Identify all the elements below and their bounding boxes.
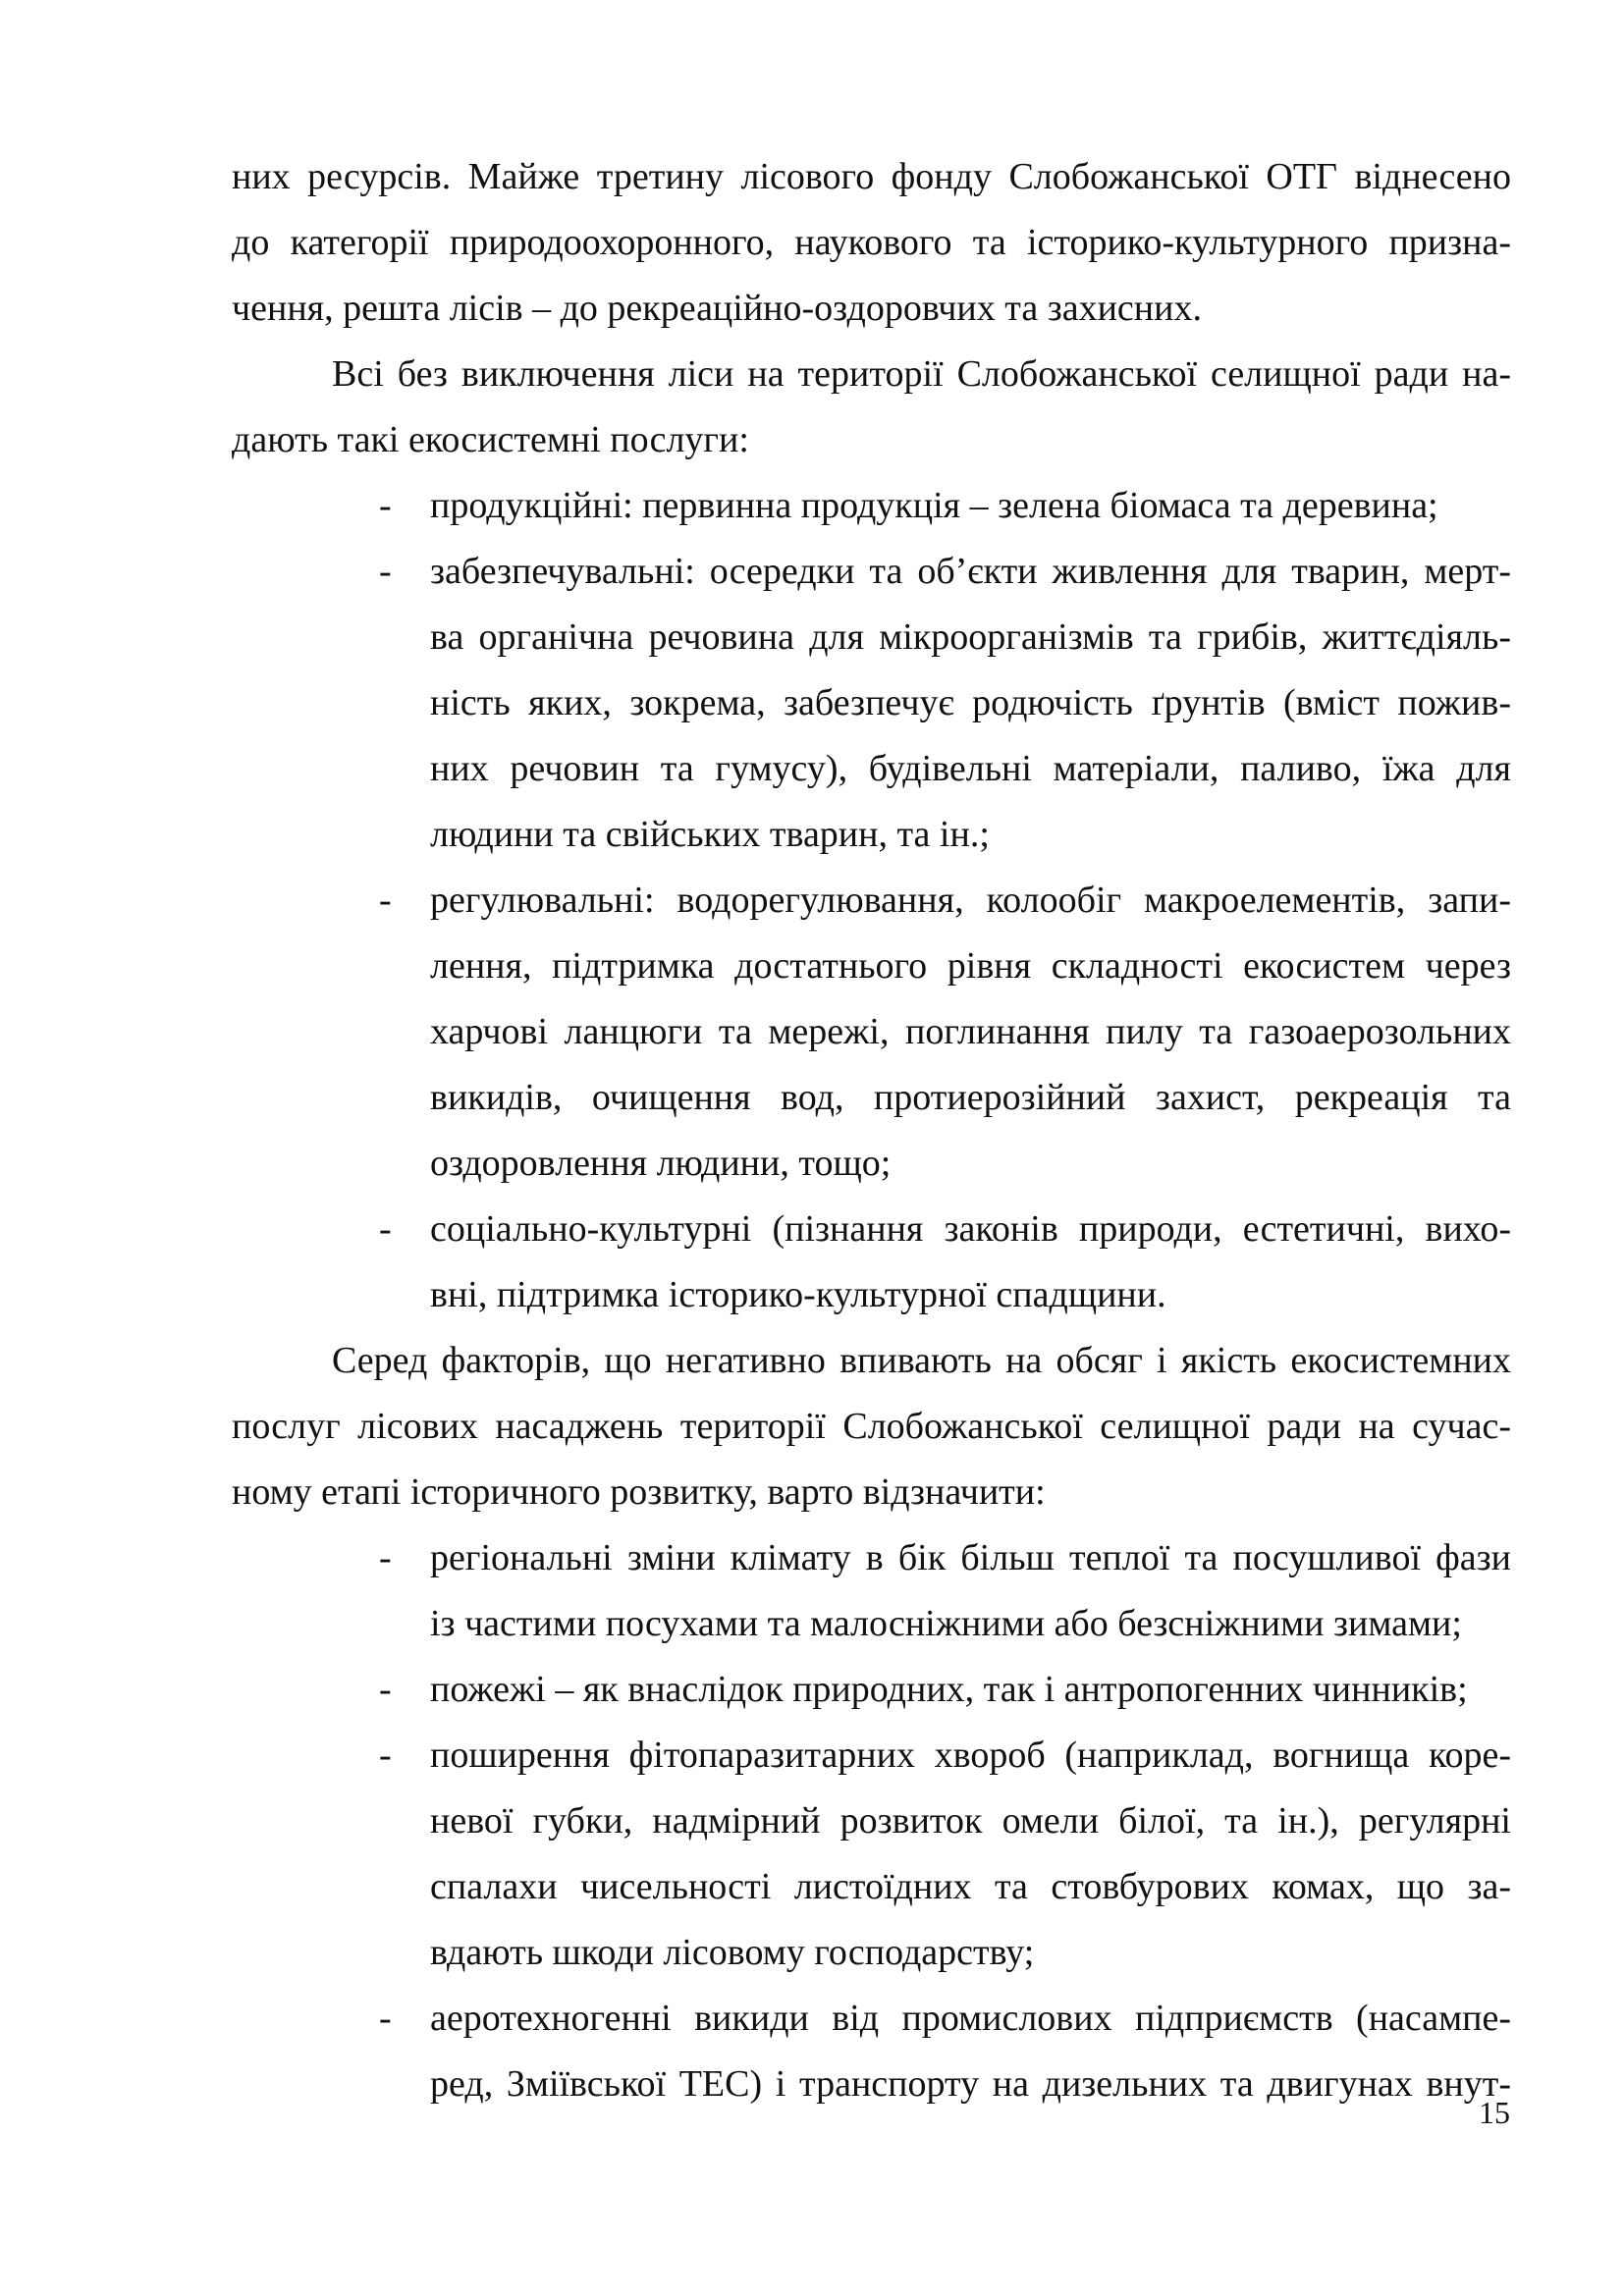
page-number: 15 bbox=[1479, 2095, 1510, 2130]
list-item-line: регулювальні: водорегулювання, колообіг макроелементів, запи- bbox=[430, 880, 1511, 921]
list-item-line: ред, Зміївської ТЕС) і транспорту на дизельних та двигунах внут- bbox=[430, 2063, 1511, 2105]
list-item-line: поширення фітопаразитарних хвороб (наприклад, вогнища коре- bbox=[430, 1735, 1511, 1776]
list-marker: - bbox=[379, 1669, 392, 1710]
paragraph-line: ному етапі історичного розвитку, варто відзначити: bbox=[232, 1471, 1046, 1513]
list-item-line: ність яких, зокрема, забезпечує родючість ґрунтів (вміст пожив- bbox=[430, 682, 1511, 723]
paragraph-line: Серед факторів, що негативно впивають на обсяг і якість екосистемних bbox=[332, 1340, 1511, 1381]
list-item-line: соціально-культурні (пізнання законів природи, естетичні, вихо- bbox=[430, 1208, 1511, 1250]
paragraph-line: до категорії природоохоронного, наукового та історико-культурного призна- bbox=[232, 222, 1511, 263]
list-item-line: них речовин та гумусу), будівельні матеріали, паливо, їжа для bbox=[430, 748, 1511, 789]
list-item-line: оздоровлення людини, тощо; bbox=[430, 1143, 892, 1184]
list-item-line: вдають шкоди лісовому господарству; bbox=[430, 1932, 1035, 1973]
list-marker: - bbox=[379, 1998, 392, 2039]
list-marker: - bbox=[379, 1537, 392, 1578]
list-item-line: пожежі – як внаслідок природних, так і антропогенних чинників; bbox=[430, 1669, 1468, 1710]
list-item-line: аеротехногенні викиди від промислових підприємств (насампе- bbox=[430, 1998, 1511, 2039]
list-marker: - bbox=[379, 1208, 392, 1250]
list-item-line: із частими посухами та малосніжними або безсніжними зимами; bbox=[430, 1603, 1462, 1644]
list-marker: - bbox=[379, 551, 392, 592]
list-item-line: людини та свійських тварин, та ін.; bbox=[430, 814, 990, 855]
list-item-line: регіональні зміни клімату в бік більш теплої та посушливої фази bbox=[430, 1537, 1511, 1578]
list-item-line: продукційні: первинна продукція – зелена біомаса та деревина; bbox=[430, 485, 1438, 526]
list-marker: - bbox=[379, 485, 392, 526]
list-item-line: невої губки, надмірний розвиток омели білої, та ін.), регулярні bbox=[430, 1800, 1511, 1842]
list-item-line: вні, підтримка історико-культурної спадщини. bbox=[430, 1274, 1166, 1315]
paragraph-line: дають такі екосистемні послуги: bbox=[232, 419, 749, 460]
list-item-line: лення, підтримка достатнього рівня складності екосистем через bbox=[430, 945, 1511, 987]
paragraph-line: Всі без виключення ліси на території Слобожанської селищної ради на- bbox=[332, 353, 1511, 395]
paragraph-line: них ресурсів. Майже третину лісового фонду Слобожанської ОТГ віднесено bbox=[232, 156, 1511, 197]
list-marker: - bbox=[379, 880, 392, 921]
paragraph-line: чення, решта лісів – до рекреаційно-оздоровчих та захисних. bbox=[232, 288, 1202, 329]
paragraph-line: послуг лісових насаджень території Слобожанської селищної ради на сучас- bbox=[232, 1406, 1511, 1447]
list-item-line: забезпечувальні: осередки та об’єкти живлення для тварин, мерт- bbox=[430, 551, 1511, 592]
list-item-line: спалахи чисельності листоїдних та стовбурових комах, що за- bbox=[430, 1866, 1511, 1907]
list-item-line: викидів, очищення вод, протиерозійний захист, рекреація та bbox=[430, 1077, 1511, 1118]
list-item-line: харчові ланцюги та мережі, поглинання пилу та газоаерозольних bbox=[430, 1011, 1511, 1052]
list-marker: - bbox=[379, 1735, 392, 1776]
list-item-line: ва органічна речовина для мікроорганізмів та грибів, життєдіяль- bbox=[430, 616, 1511, 658]
